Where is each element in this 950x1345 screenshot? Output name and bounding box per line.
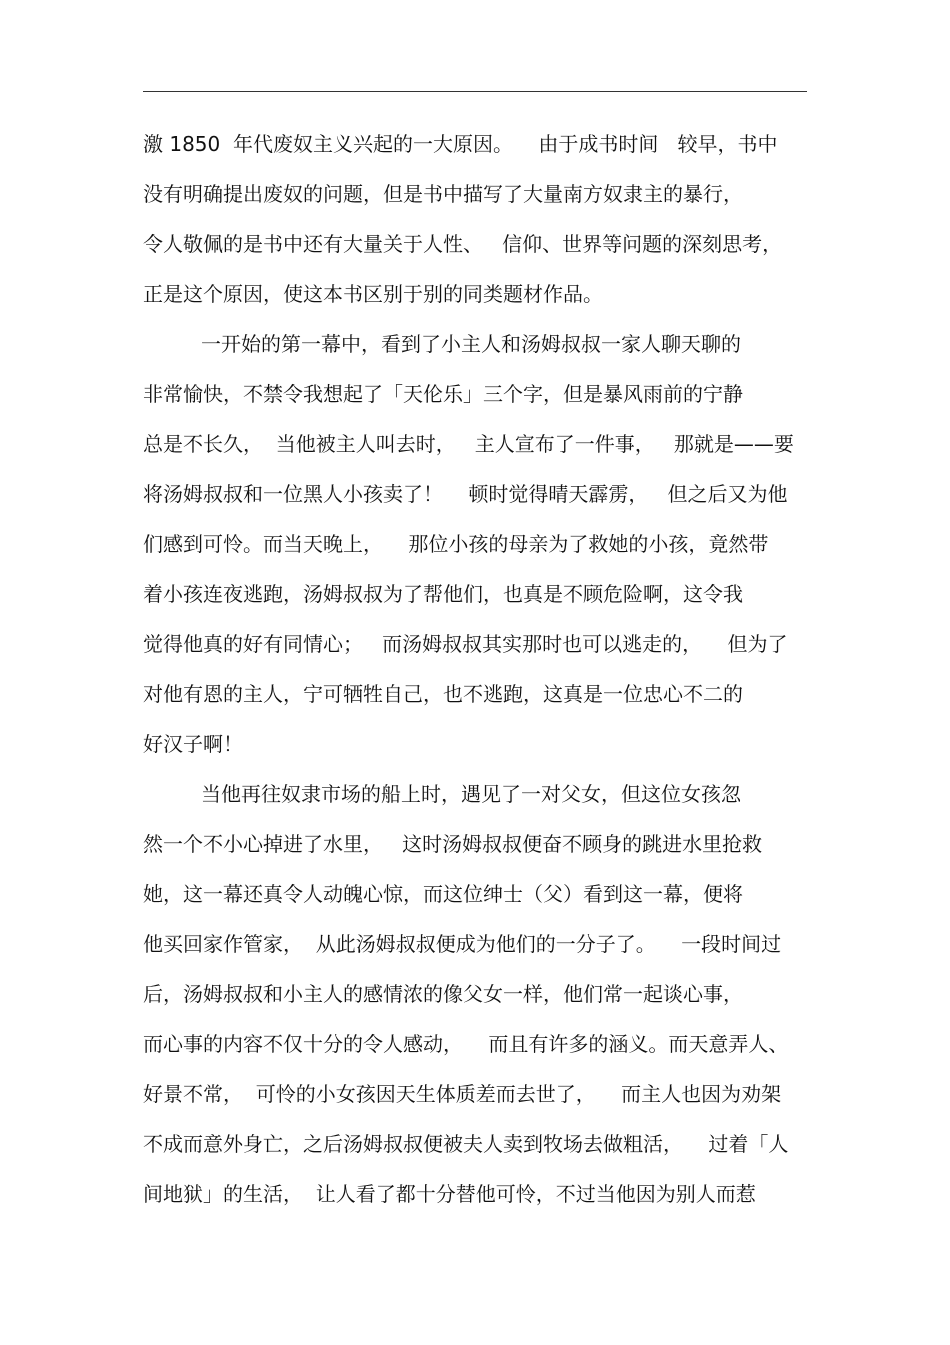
text-line: 将汤姆叔叔和一位黑人小孩卖了！ 顿时觉得晴天霹雳， 但之后又为他 [143,482,788,506]
text-line: 她，这一幕还真令人动魄心惊，而这位绅士（父）看到这一幕，便将 [143,882,743,906]
text-line: 他买回家作管家， 从此汤姆叔叔便成为他们的一分子了。 一段时间过 [143,932,782,956]
text-line: 总是不长久， 当他被主人叫去时， 主人宣布了一件事， 那就是——要 [143,432,794,456]
text-line: 激 1850 年代废奴主义兴起的一大原因。 由于成书时间 较早，书中 [143,132,778,156]
text-line: 然一个不小心掉进了水里， 这时汤姆叔叔便奋不顾身的跳进水里抢救 [143,832,763,856]
paragraph-start-line: 一开始的第一幕中，看到了小主人和汤姆叔叔一家人聊天聊的 [201,332,741,356]
text-line: 对他有恩的主人，宁可牺牲自己，也不逃跑，这真是一位忠心不二的 [143,682,743,706]
header-rule [143,91,807,92]
paragraph-start-line: 当他再往奴隶市场的船上时，遇见了一对父女，但这位女孩忽 [201,782,741,806]
body-text [143,126,813,1226]
text-line: 着小孩连夜逃跑，汤姆叔叔为了帮他们，也真是不顾危险啊，这令我 [143,582,743,606]
text-line: 没有明确提出废奴的问题，但是书中描写了大量南方奴隶主的暴行， [143,182,743,206]
text-line: 非常愉快，不禁令我想起了「天伦乐」三个字，但是暴风雨前的宁静 [143,382,743,406]
text-line: 好景不常， 可怜的小女孩因天生体质差而去世了， 而主人也因为劝架 [143,1082,782,1106]
text-line: 间地狱」的生活， 让人看了都十分替他可怜，不过当他因为别人而惹 [143,1182,756,1206]
text-line: 后，汤姆叔叔和小主人的感情浓的像父女一样，他们常一起谈心事， [143,982,743,1006]
text-line: 正是这个原因，使这本书区别于别的同类题材作品。 [143,282,603,306]
text-line: 好汉子啊！ [143,732,243,756]
text-line: 们感到可怜。而当天晚上， 那位小孩的母亲为了救她的小孩，竟然带 [143,532,769,556]
text-line: 觉得他真的好有同情心； 而汤姆叔叔其实那时也可以逃走的， 但为了 [143,632,788,656]
text-line: 而心事的内容不仅十分的令人感动， 而且有许多的涵义。而天意弄人、 [143,1032,789,1056]
text-line: 令人敬佩的是书中还有大量关于人性、 信仰、世界等问题的深刻思考， [143,232,783,256]
text-line: 不成而意外身亡，之后汤姆叔叔便被夫人卖到牧场去做粗活， 过着「人 [143,1132,789,1156]
